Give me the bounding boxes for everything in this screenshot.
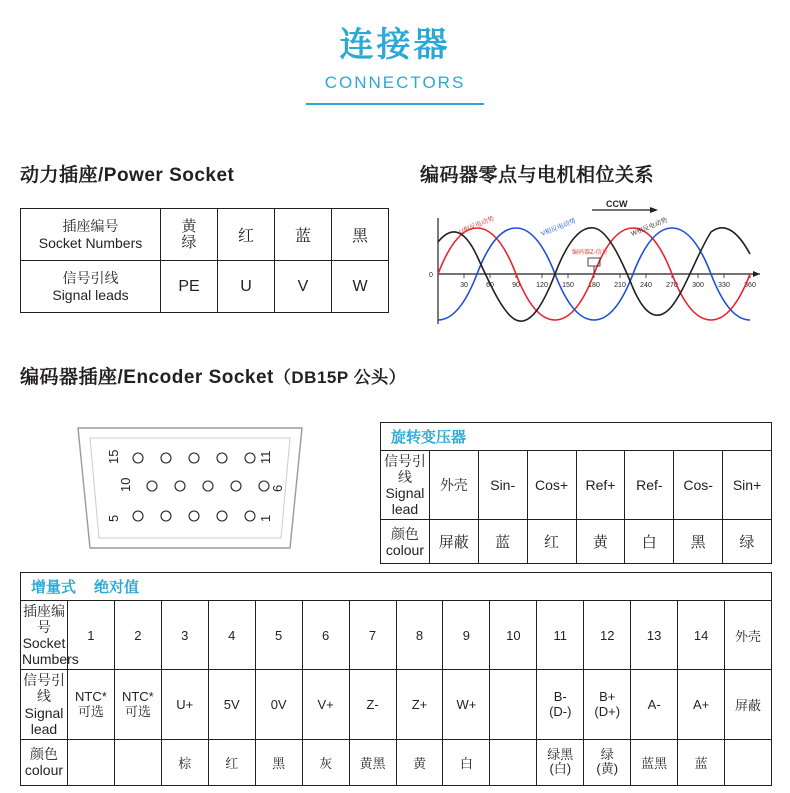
encoder-pin-shell: 外壳 bbox=[725, 601, 772, 670]
encoder-pin-2: 2 bbox=[114, 601, 161, 670]
table-row bbox=[381, 520, 772, 564]
encoder-colour-shell bbox=[725, 739, 772, 785]
chart-xtick-210: 210 bbox=[614, 282, 626, 289]
chart-xtick-330: 330 bbox=[718, 282, 730, 289]
table-row bbox=[381, 451, 772, 520]
encoder-pin-6: 6 bbox=[302, 601, 349, 670]
chart-legend-v: V相反电动势 bbox=[540, 217, 577, 238]
encoder-pin-9: 9 bbox=[443, 601, 490, 670]
encoder-pin-5: 5 bbox=[255, 601, 302, 670]
encoder-colour-11: 绿黑 (白) bbox=[537, 739, 584, 785]
encoder-pin-3: 3 bbox=[161, 601, 208, 670]
table-row bbox=[21, 739, 772, 785]
resolver-signal-7: Sin+ bbox=[723, 451, 772, 520]
table-row bbox=[21, 209, 389, 261]
encoder-colour-14: 蓝 bbox=[678, 739, 725, 785]
encoder-colour-6: 灰 bbox=[302, 739, 349, 785]
encoder-socket-heading-suffix: （DB15P 公头） bbox=[273, 368, 407, 387]
encoder-colour-12: 绿 (黄) bbox=[584, 739, 631, 785]
resolver-signal-4: Ref+ bbox=[576, 451, 625, 520]
table-row bbox=[381, 423, 772, 451]
power-signal-3: V bbox=[275, 261, 332, 313]
power-socket-heading: 动力插座/Power Socket bbox=[20, 165, 235, 186]
table-row bbox=[21, 573, 772, 601]
db15-connector-drawing bbox=[60, 418, 320, 558]
power-signal-4: W bbox=[332, 261, 389, 313]
encoder-table-title bbox=[21, 573, 772, 601]
encoder-signal-10 bbox=[490, 670, 537, 739]
table-row bbox=[21, 601, 772, 670]
encoder-signal-8: Z+ bbox=[396, 670, 443, 739]
phase-relation-heading: 编码器零点与电机相位关系 bbox=[420, 165, 655, 186]
chart-xtick-60: 60 bbox=[486, 282, 494, 289]
db15-label-11: 11 bbox=[258, 450, 273, 464]
encoder-colour-8: 黄 bbox=[396, 739, 443, 785]
encoder-signal-2: NTC* 可选 bbox=[114, 670, 161, 739]
resolver-table bbox=[380, 422, 772, 564]
encoder-pin-11: 11 bbox=[537, 601, 584, 670]
power-pin-1-color: 黄 绿 bbox=[161, 209, 218, 261]
row-label-signal-lead: 信号引线 Signal lead bbox=[21, 670, 68, 739]
resolver-signal-6: Cos- bbox=[674, 451, 723, 520]
chart-xtick-90: 90 bbox=[512, 282, 520, 289]
db15-label-15: 15 bbox=[106, 449, 121, 464]
resolver-colour-7: 绿 bbox=[723, 520, 772, 564]
page-header bbox=[0, 0, 790, 105]
resolver-colour-2: 蓝 bbox=[478, 520, 527, 564]
chart-xtick-240: 240 bbox=[640, 282, 652, 289]
db15-label-10: 10 bbox=[118, 477, 133, 492]
z-signal-marker bbox=[588, 258, 600, 274]
encoder-colour-2 bbox=[114, 739, 161, 785]
power-signal-2: U bbox=[218, 261, 275, 313]
encoder-signal-6: V+ bbox=[302, 670, 349, 739]
row-label-socket-numbers: 插座编号 Socket Numbers bbox=[21, 209, 161, 261]
encoder-colour-4: 红 bbox=[208, 739, 255, 785]
table-row bbox=[21, 670, 772, 739]
db15-label-1: 1 bbox=[258, 514, 273, 522]
encoder-signal-11: B- (D-) bbox=[537, 670, 584, 739]
chart-legend-w: W相反电动势 bbox=[630, 216, 669, 238]
phase-relation-chart bbox=[420, 196, 772, 344]
power-pin-3-color: 蓝 bbox=[275, 209, 332, 261]
chart-xtick-270: 270 bbox=[666, 282, 678, 289]
encoder-colour-13: 蓝黑 bbox=[631, 739, 678, 785]
encoder-signal-12: B+ (D+) bbox=[584, 670, 631, 739]
encoder-title-incremental: 增量式 bbox=[31, 579, 77, 596]
row-label-colour: 颜色 colour bbox=[381, 520, 430, 564]
encoder-colour-9: 白 bbox=[443, 739, 490, 785]
chart-xtick-300: 300 bbox=[692, 282, 704, 289]
encoder-colour-5: 黑 bbox=[255, 739, 302, 785]
resolver-signal-1: 外壳 bbox=[429, 451, 478, 520]
row-label-signal-lead: 信号引线 Signal lead bbox=[381, 451, 430, 520]
resolver-colour-1: 屏蔽 bbox=[429, 520, 478, 564]
encoder-pin-14: 14 bbox=[678, 601, 725, 670]
encoder-signal-9: W+ bbox=[443, 670, 490, 739]
power-signal-1: PE bbox=[161, 261, 218, 313]
chart-xtick-360: 360 bbox=[744, 282, 756, 289]
encoder-colour-10 bbox=[490, 739, 537, 785]
encoder-pin-8: 8 bbox=[396, 601, 443, 670]
chart-origin-label: 0 bbox=[429, 272, 433, 279]
encoder-title-absolute: 绝对值 bbox=[94, 579, 140, 596]
ccw-label: CCW bbox=[606, 199, 628, 209]
encoder-signal-13: A- bbox=[631, 670, 678, 739]
encoder-signal-5: 0V bbox=[255, 670, 302, 739]
resolver-table-title: 旋转变压器 bbox=[381, 423, 772, 451]
page-title-cn: 连接器 bbox=[339, 26, 451, 64]
encoder-socket-heading: 编码器插座/Encoder Socket（DB15P 公头） bbox=[20, 367, 407, 388]
encoder-pin-10: 10 bbox=[490, 601, 537, 670]
encoder-colour-7: 黄黑 bbox=[349, 739, 396, 785]
resolver-signal-3: Cos+ bbox=[527, 451, 576, 520]
ccw-direction-indicator bbox=[592, 199, 658, 213]
encoder-pin-13: 13 bbox=[631, 601, 678, 670]
encoder-signal-3: U+ bbox=[161, 670, 208, 739]
encoder-signal-4: 5V bbox=[208, 670, 255, 739]
db15-label-6: 6 bbox=[270, 484, 285, 492]
page-title-en: CONNECTORS bbox=[324, 73, 466, 93]
chart-svg bbox=[420, 196, 772, 344]
power-pin-2-color: 红 bbox=[218, 209, 275, 261]
chart-xtick-180: 180 bbox=[588, 282, 600, 289]
resolver-colour-6: 黑 bbox=[674, 520, 723, 564]
row-label-socket-numbers: 插座编号 Socket Numbers bbox=[21, 601, 68, 670]
encoder-signal-shell: 屏蔽 bbox=[725, 670, 772, 739]
encoder-pin-4: 4 bbox=[208, 601, 255, 670]
resolver-colour-5: 白 bbox=[625, 520, 674, 564]
encoder-pinout-table bbox=[20, 572, 772, 786]
resolver-colour-4: 黄 bbox=[576, 520, 625, 564]
encoder-pin-1: 1 bbox=[67, 601, 114, 670]
chart-xtick-30: 30 bbox=[460, 282, 468, 289]
resolver-signal-2: Sin- bbox=[478, 451, 527, 520]
db15-label-5: 5 bbox=[106, 514, 121, 522]
chart-annotation-z: 编码器Z-信号 bbox=[572, 250, 608, 256]
chart-xtick-120: 120 bbox=[536, 282, 548, 289]
row-label-signal-leads: 信号引线 Signal leads bbox=[21, 261, 161, 313]
encoder-signal-14: A+ bbox=[678, 670, 725, 739]
chart-xtick-150: 150 bbox=[562, 282, 574, 289]
resolver-signal-5: Ref- bbox=[625, 451, 674, 520]
resolver-colour-3: 红 bbox=[527, 520, 576, 564]
table-row bbox=[21, 261, 389, 313]
encoder-pin-12: 12 bbox=[584, 601, 631, 670]
power-pin-4-color: 黑 bbox=[332, 209, 389, 261]
encoder-pin-7: 7 bbox=[349, 601, 396, 670]
encoder-colour-1 bbox=[67, 739, 114, 785]
title-underline bbox=[306, 103, 484, 105]
row-label-colour: 颜色 colour bbox=[21, 739, 68, 785]
encoder-signal-1: NTC* 可选 bbox=[67, 670, 114, 739]
power-socket-table bbox=[20, 208, 389, 313]
encoder-signal-7: Z- bbox=[349, 670, 396, 739]
encoder-colour-3: 棕 bbox=[161, 739, 208, 785]
db15-svg bbox=[60, 418, 320, 558]
chart-legend-u: U相反电动势 bbox=[458, 215, 496, 236]
